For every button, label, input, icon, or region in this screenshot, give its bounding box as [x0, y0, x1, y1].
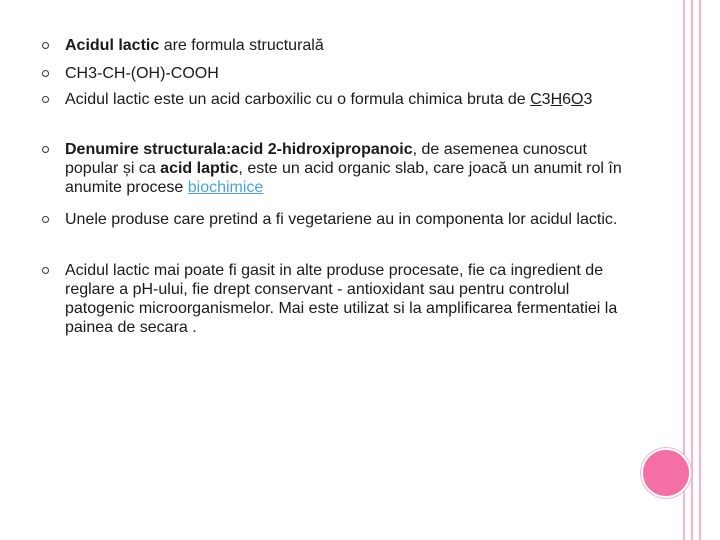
decorative-pink-circle	[641, 448, 691, 498]
bullet-circle-icon	[42, 96, 49, 103]
formula-c-link[interactable]: C	[530, 91, 542, 108]
formula-o-link[interactable]: O	[571, 91, 584, 108]
bullet-text: CH3-CH-(OH)-COOH	[65, 65, 219, 82]
bullet-text	[65, 90, 625, 109]
frame-line-middle	[691, 0, 693, 540]
bullet-text-part: , de asemenea cunoscut popular și ca	[65, 141, 587, 177]
bullet-text	[65, 140, 625, 197]
bullet-text-rest: are formula structurală	[159, 37, 324, 54]
formula-c-count: 3	[541, 91, 551, 108]
formula-h-count: 6	[562, 91, 572, 108]
bold-term-secondary: acid laptic	[160, 160, 239, 177]
bullet-circle-icon	[42, 146, 49, 153]
bullet-circle-icon	[42, 42, 49, 49]
frame-line-right	[699, 0, 701, 540]
bold-term: Acidul lactic	[65, 37, 160, 54]
bullet-text-part: Acidul lactic este un acid carboxilic cu o formula chimica bruta de	[65, 91, 531, 108]
biochimice-link[interactable]: biochimice	[187, 179, 264, 196]
formula-o-count: 3	[583, 91, 593, 108]
formula-h-link[interactable]: H	[550, 91, 563, 108]
bullet-text	[65, 36, 625, 55]
bullet-circle-icon	[42, 267, 49, 274]
bullet-text: Acidul lactic mai poate fi gasit in alte produse procesate, fie ca ingredient de reglare a pH-ului, fie drept conservant - antioxidant sau pentru controlul patogenic microorganismelor. Mai este utilizat si la amplificarea fermentatiei la painea de secara .	[65, 262, 618, 336]
bullet-text-rest: , este un acid organic slab, care joacă un anumit rol în anumite procese	[65, 160, 622, 196]
bullet-circle-icon	[42, 70, 49, 77]
bold-term: Denumire structurala:acid 2-hidroxipropanoic	[65, 141, 413, 158]
bullet-text: Unele produse care pretind a fi vegetariene au in componenta lor acidul lactic.	[65, 211, 618, 228]
bullet-circle-icon	[42, 216, 49, 223]
